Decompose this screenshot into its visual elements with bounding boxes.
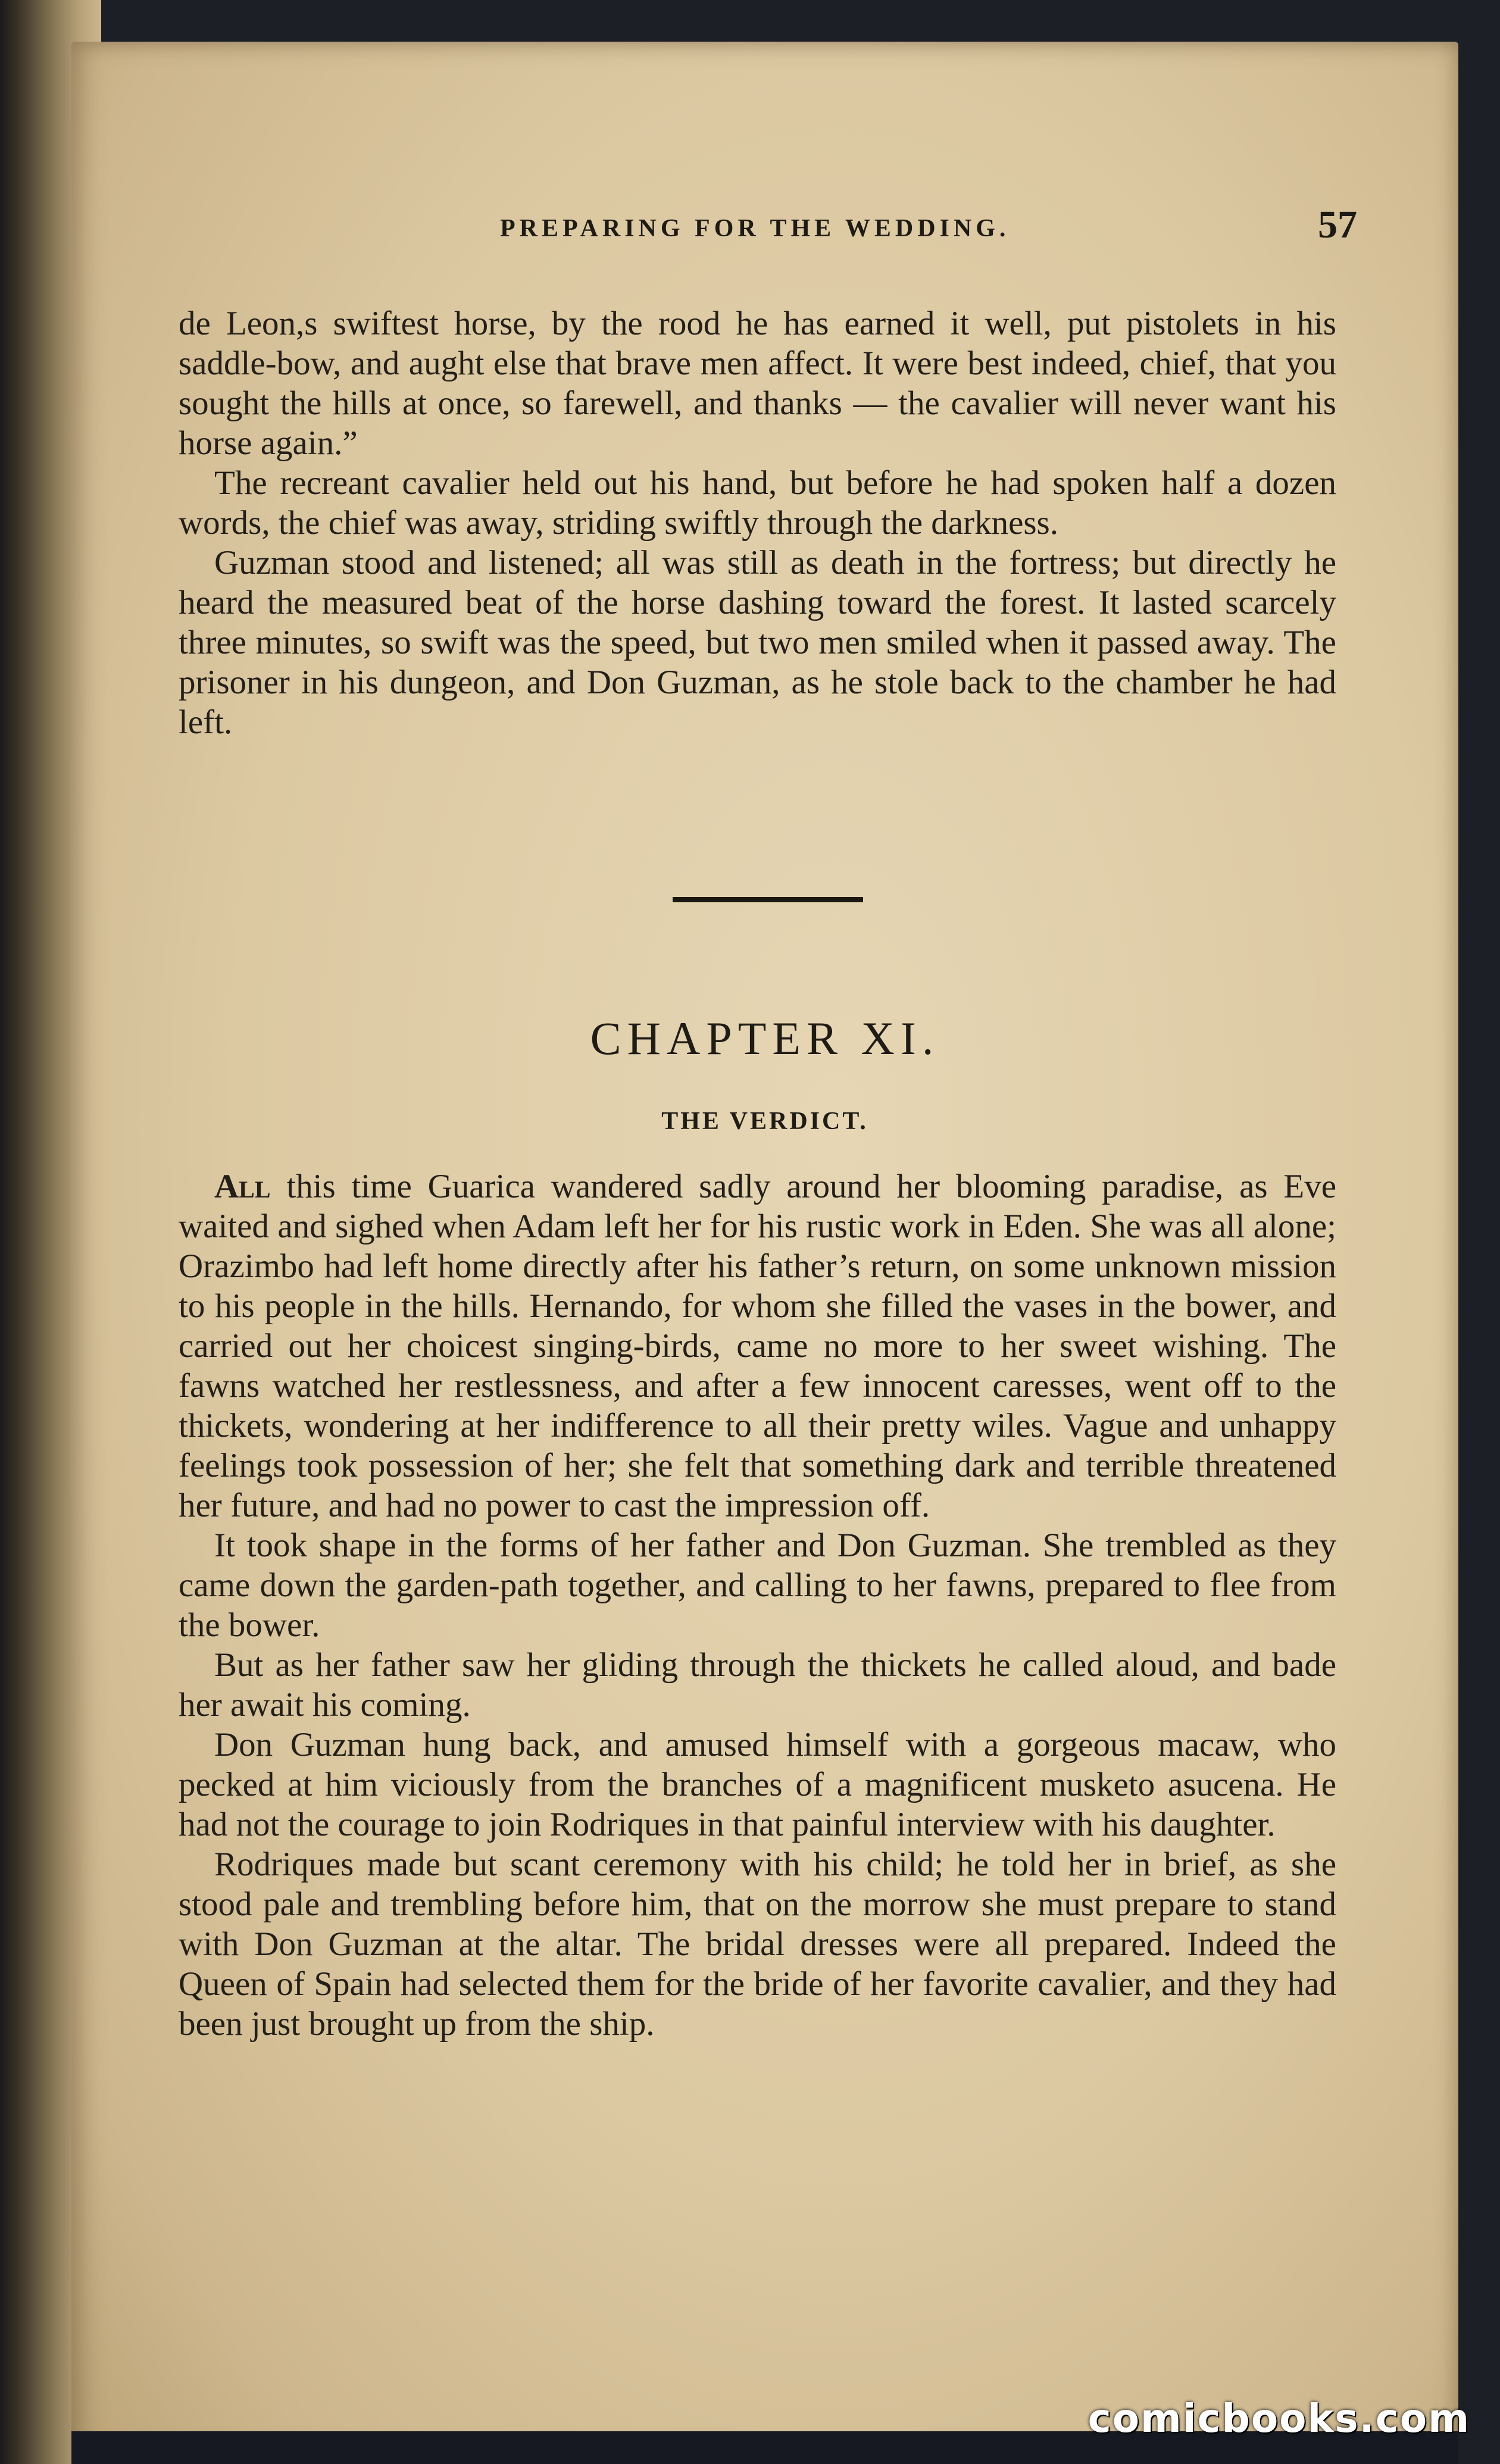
page-number: 57 [1318, 203, 1357, 246]
paragraph: But as her father saw her gliding through the thickets he called aloud, and bade her await his coming. [179, 1646, 1336, 1724]
paragraph: Guzman stood and listened; all was still as death in the fortress; but directly he heard the measured beat of the horse dashing toward the forest. It lasted scarcely three minutes, so swift was the speed, but two men smiled when it passed away. The prisoner in his dungeon, and Don Guzman, as he stole back to the chamber he had left. [179, 544, 1336, 741]
previous-chapter-text [179, 304, 1336, 742]
running-head: PREPARING FOR THE WEDDING. [500, 215, 1010, 242]
opening-paragraph-text: this time Guarica wandered sadly around her blooming paradise, as Eve waited and sighed when Adam left her for his rustic work in Eden. She was all alone; Orazimbo had left home directly after his father’s return, on some unknown mission to his people in the hills. Hernando, for whom she filled the vases in the bower, and carried out her choicest singing-birds, came no more to her sweet wishing. The fawns watched her restlessness, and after a few innocent caresses, went off to the thickets, wondering at her indifference to all their pretty wiles. Vague and unhappy feelings took possession of her; she felt that something dark and terrible threatened her future, and had no power to cast the impression off. [179, 1168, 1336, 1524]
chapter-subtitle: THE VERDICT. [661, 1108, 868, 1135]
book-page [71, 42, 1458, 2452]
paragraph: It took shape in the forms of her father and Don Guzman. She trembled as they came down the garden-path together, and calling to her fawns, prepared to flee from the bower. [179, 1527, 1336, 1644]
paragraph: Rodriques made but scant ceremony with his child; he told her in brief, as she stood pale and trembling before him, that on the morrow she must prepare to stand with Don Guzman at the altar. The bridal dresses were all prepared. Indeed the Queen of Spain had selected them for the bride of her favorite cavalier, and they had been just brought up from the ship. [179, 1846, 1336, 2043]
paragraph: de Leon,s swiftest horse, by the rood he has earned it well, put pistolets in his saddle-bow, and aught else that brave men affect. It were best indeed, chief, that you sought the hills at once, so farewell, and thanks — the cavalier will never want his horse again.” [179, 305, 1336, 462]
paragraph [179, 1167, 1336, 1525]
chapter-title: CHAPTER XI. [590, 1012, 940, 1064]
paragraph: The recreant cavalier held out his hand, but before he had spoken half a dozen words, the chief was away, striding swiftly through the darkness. [179, 464, 1336, 542]
paragraph: Don Guzman hung back, and amused himself with a gorgeous macaw, who pecked at him viciously from the branches of a magnificent musketo asucena. He had not the courage to join Rodriques in that painful interview with his daughter. [179, 1726, 1336, 1843]
opening-word: All [214, 1168, 271, 1205]
page-header [429, 167, 1357, 246]
chapter-text [179, 1167, 1336, 2044]
section-divider [673, 897, 863, 902]
watermark: comicbooks.com [1088, 2396, 1470, 2441]
